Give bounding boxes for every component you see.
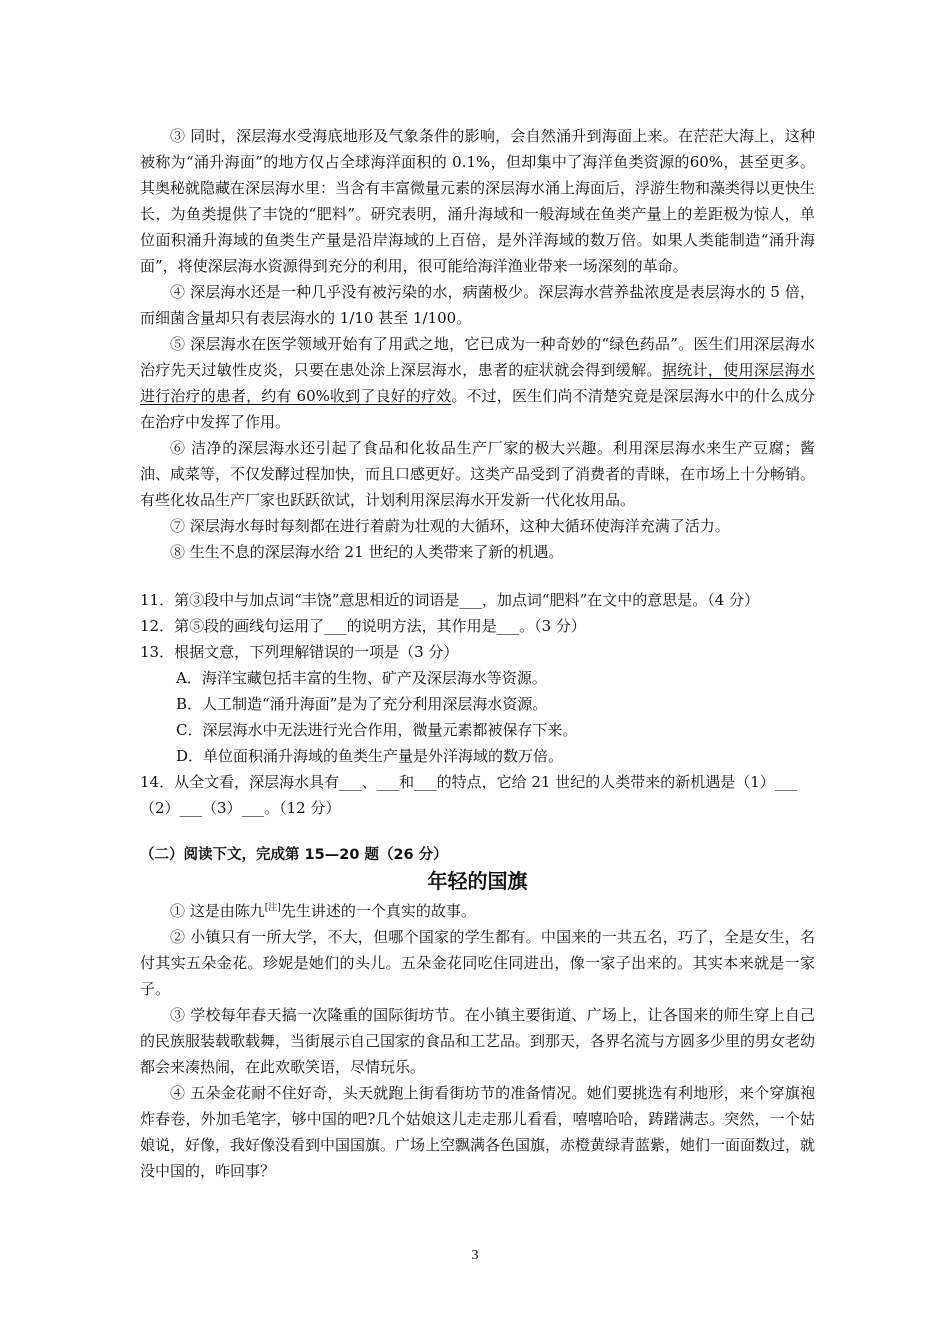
passage-paragraph-7: ⑦ 深层海水每时每刻都在进行着蔚为壮观的大循环，这种大循环使海洋充满了活力。 — [170, 517, 730, 535]
passage-paragraph-8: ⑧ 生生不息的深层海水给 21 世纪的人类带来了新的机遇。 — [170, 543, 564, 561]
question-13-option-d: D．单位面积涌升海域的鱼类生产量是外洋海域的数万倍。 — [176, 747, 564, 765]
question-13-option-c: C．深层海水中无法进行光合作用，微量元素都被保存下来。 — [176, 721, 578, 739]
question-13-option-b: B．人工制造“涌升海面”是为了充分利用深层海水资源。 — [176, 695, 548, 713]
underlined-sentence: 据统计，使用深层海水进行治疗的患者，约有 60%收到了良好的疗效 — [140, 361, 815, 405]
question-11: 11．第③段中与加点词“丰饶”意思相近的词语是___，加点词“肥料”在文中的意思是。（4 分） — [140, 591, 760, 609]
passage-paragraph-4: ④ 深层海水还是一种几乎没有被污染的水，病菌极少。深层海水营养盐浓度是表层海水的 5 倍，而细菌含量却只有表层海水的 1/10 甚至 1/100。 — [140, 283, 815, 327]
question-12: 12．第⑤段的画线句运用了___的说明方法，其作用是___。（3 分） — [140, 617, 586, 635]
footnote-marker: [注] — [264, 903, 281, 913]
story-paragraph-1 — [140, 895, 815, 924]
story-title: 年轻的国旗 — [427, 869, 528, 893]
question-14: 14．从全文看，深层海水具有___、___和___的特点，它给 21 世纪的人类带来的新机遇是（1）___（2）___（3）___。（12 分） — [140, 773, 798, 817]
spacer — [140, 565, 815, 587]
story-paragraph-3: ③ 学校每年春天搞一次隆重的国际街坊节。在小镇主要街道、广场上，让各国来的师生穿上自己的民族服装载歌载舞，当街展示自己国家的食品和工艺品。到那天，各界名流与方圆多少里的男女老幼都会来凑热闹，在此欢歌笑语，尽情玩乐。 — [140, 1006, 816, 1076]
page-content — [140, 123, 815, 1184]
story-paragraph-4: ④ 五朵金花耐不住好奇，头天就跑上街看街坊节的准备情况。她们要挑选有利地形，来个穿旗袍炸春卷，外加毛笔字，够中国的吧?几个姑娘这儿走走那儿看看，嘻嘻哈哈，踌躇满志。突然，一个姑娘说，好像，我好像没看到中国国旗。广场上空飘满各色国旗，赤橙黄绿青蓝紫，她们一面面数过，就没中国的，咋回事？ — [140, 1084, 816, 1180]
passage-paragraph-6: ⑥ 洁净的深层海水还引起了食品和化妆品生产厂家的极大兴趣。利用深层海水来生产豆腐；酱油、咸菜等，不仅发酵过程加快，而且口感更好。这类产品受到了消费者的青睐，在市场上十分畅销。有些化妆品生产厂家也跃跃欲试，计划利用深层海水开发新一代化妆用品。 — [140, 439, 816, 509]
paragraph-5-text-b: 。不过，医生们尚不清楚究竟是深层海水中的什么成分在治疗中发挥了作用。 — [140, 387, 815, 431]
question-13: 13．根据文意，下列理解错误的一项是（3 分） — [140, 643, 459, 661]
passage-paragraph-5 — [140, 331, 815, 435]
story-p1-text-b: 先生讲述的一个真实的故事。 — [280, 902, 476, 920]
story-paragraph-2: ② 小镇只有一所大学，不大，但哪个国家的学生都有。中国来的一共五名，巧了，全是女生，名付其实五朵金花。珍妮是她们的头儿。五朵金花同吃住同进出，像一家子出来的。其实本来就是一家子。 — [140, 928, 815, 998]
question-13-option-a: A．海洋宝藏包括丰富的生物、矿产及深层海水等资源。 — [176, 669, 547, 687]
story-p1-text-a: ① 这是由陈九 — [170, 902, 265, 920]
paragraph-5-text-a: ⑤ 深层海水在医学领域开始有了用武之地，它已成为一种奇妙的“绿色药品”。医生们用深层海水治疗先天过敏性皮炎，只要在患处涂上深层海水，患者的症状就会得到缓解。 — [140, 335, 815, 379]
passage-paragraph-3: ③ 同时，深层海水受海底地形及气象条件的影响，会自然涌升到海面上来。在茫茫大海上，这种被称为“涌升海面”的地方仅占全球海洋面积的 0.1%，但却集中了海洋鱼类资源的60%，甚至更多。其奥秘就隐藏在深层海水里：当含有丰富微量元素的深层海水涌上海面后，浮游生物和藻类得以更快生长，为鱼类提供了丰饶的“肥料”。研究表明，涌升海域和一般海域在鱼类产量上的差距极为惊人，单位面积涌升海域的鱼类生产量是沿岸海域的上百倍，是外洋海域的数万倍。如果人类能制造“涌升海面”，将使深层海水资源得到充分的利用，很可能给海洋渔业带来一场深刻的革命。 — [140, 127, 816, 275]
page-number: 3 — [471, 1248, 479, 1263]
section-heading: （二）阅读下文，完成第 15—20 题（26 分） — [140, 847, 448, 863]
